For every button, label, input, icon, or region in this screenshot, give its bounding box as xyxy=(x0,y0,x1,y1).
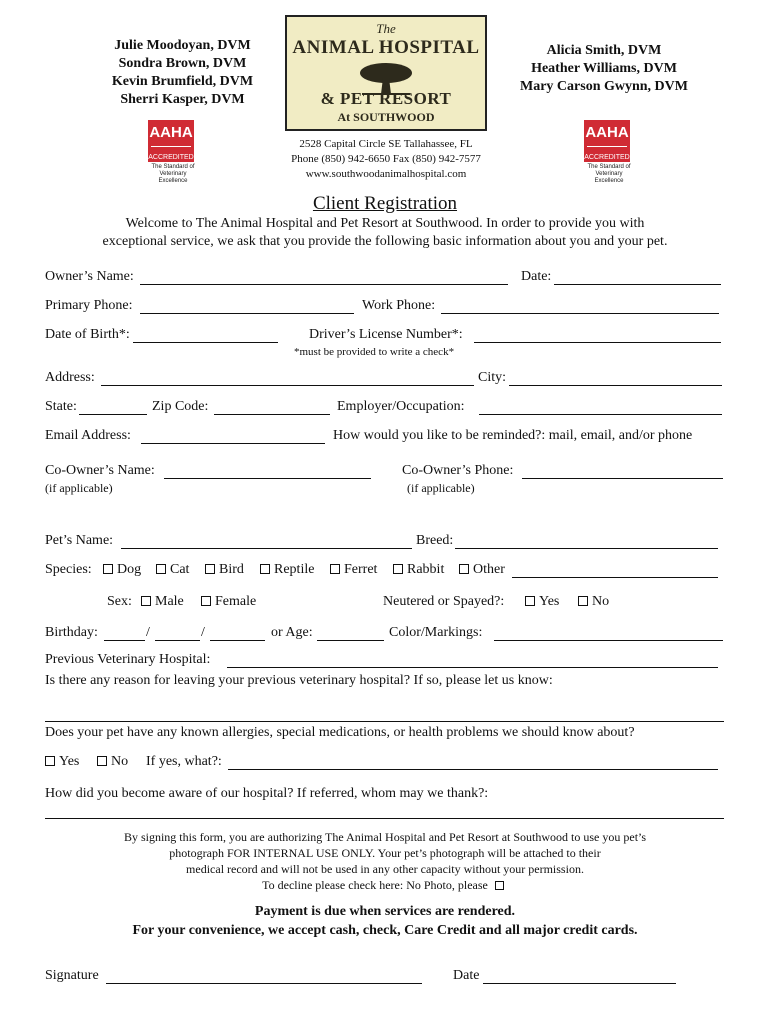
if-yes-field[interactable] xyxy=(228,769,718,770)
no-photo-checkbox[interactable] xyxy=(495,881,504,890)
aware-label: How did you become aware of our hospital? If referred, whom may we thank?: xyxy=(45,786,489,801)
co-owner-phone-label: Co-Owner’s Phone: xyxy=(402,463,514,478)
color-markings-field[interactable] xyxy=(494,640,723,641)
species-bird-checkbox[interactable]: Bird xyxy=(205,562,244,578)
employer-label: Employer/Occupation: xyxy=(337,399,465,414)
checkbox-icon xyxy=(393,564,403,574)
email-field[interactable] xyxy=(141,443,325,444)
dob-field[interactable] xyxy=(133,342,278,343)
prev-hospital-field[interactable] xyxy=(227,667,718,668)
state-label: State: xyxy=(45,399,77,414)
logo-the: The xyxy=(376,21,396,36)
email-label: Email Address: xyxy=(45,428,131,443)
checkbox-icon xyxy=(45,756,55,766)
aaha-logo-right xyxy=(584,120,634,185)
aaha-standard: The Standard of Veterinary Excellence xyxy=(587,164,631,184)
city-field[interactable] xyxy=(509,385,722,386)
photo-consent-line-4 xyxy=(0,878,770,893)
photo-consent-line-2: photograph FOR INTERNAL USE ONLY. Your pet’s photograph will be attached to their xyxy=(169,846,601,860)
aware-field[interactable] xyxy=(45,818,724,819)
checkbox-icon xyxy=(459,564,469,574)
if-applicable-note: (if applicable) xyxy=(407,481,475,495)
aaha-logo-left xyxy=(148,120,198,185)
sex-female-checkbox[interactable]: Female xyxy=(201,594,256,610)
checkbox-icon xyxy=(156,564,166,574)
primary-phone-label: Primary Phone: xyxy=(45,298,133,313)
co-owner-name-label: Co-Owner’s Name: xyxy=(45,463,155,478)
photo-consent-line-3: medical record and will not be used in any other capacity without your permission. xyxy=(186,862,584,876)
address-field[interactable] xyxy=(101,385,474,386)
doctor-name: Sondra Brown, DVM xyxy=(118,56,247,71)
address-label: Address: xyxy=(45,370,95,385)
checkbox-icon xyxy=(260,564,270,574)
pet-name-label: Pet’s Name: xyxy=(45,533,114,548)
doctor-name: Mary Carson Gwynn, DVM xyxy=(520,79,688,94)
primary-phone-field[interactable] xyxy=(140,313,354,314)
birthday-label: Birthday: xyxy=(45,625,98,640)
doctor-name: Heather Williams, DVM xyxy=(531,61,677,76)
logo-line3: At SOUTHWOOD xyxy=(337,110,435,124)
aaha-mark: AAHA xyxy=(584,120,630,154)
hospital-phone: Phone (850) 942-6650 Fax (850) 942-7577 xyxy=(291,153,481,165)
owners-name-label: Owner’s Name: xyxy=(45,269,134,284)
checkbox-icon xyxy=(141,596,151,606)
birthday-month-field[interactable] xyxy=(104,640,145,641)
state-field[interactable] xyxy=(79,414,147,415)
owners-name-field[interactable] xyxy=(140,284,508,285)
if-yes-label: If yes, what?: xyxy=(146,754,222,769)
signature-date-label: Date xyxy=(453,968,480,983)
employer-field[interactable] xyxy=(479,414,722,415)
payment-line-1: Payment is due when services are rendered. xyxy=(254,904,516,919)
species-other-field[interactable] xyxy=(512,577,718,578)
color-markings-label: Color/Markings: xyxy=(389,625,483,640)
hospital-address: 2528 Capital Circle SE Tallahassee, FL xyxy=(299,138,473,150)
checkbox-icon xyxy=(201,596,211,606)
age-field[interactable] xyxy=(317,640,384,641)
neutered-yes-checkbox[interactable]: Yes xyxy=(525,594,559,610)
neutered-label: Neutered or Spayed?: xyxy=(383,594,505,609)
hospital-website: www.southwoodanimalhospital.com xyxy=(305,168,467,180)
doctor-name: Kevin Brumfield, DVM xyxy=(111,74,254,89)
hospital-contact xyxy=(255,137,517,182)
doctor-name: Sherri Kasper, DVM xyxy=(120,92,245,107)
pet-name-field[interactable] xyxy=(121,548,412,549)
sex-label: Sex: xyxy=(107,594,132,609)
logo-line1: ANIMAL HOSPITAL xyxy=(292,37,480,58)
allergies-yes-checkbox[interactable]: Yes xyxy=(45,754,79,770)
intro-line-2: exceptional service, we ask that you provide the following basic information about you and your pet. xyxy=(102,234,668,249)
drivers-license-label: Driver’s License Number*: xyxy=(309,327,463,342)
date-field[interactable] xyxy=(554,284,721,285)
checkbox-icon xyxy=(103,564,113,574)
signature-field[interactable] xyxy=(106,983,422,984)
intro-line-1: Welcome to The Animal Hospital and Pet Resort at Southwood. In order to provide you with xyxy=(125,216,645,231)
birthday-slash: / xyxy=(146,625,150,640)
date-label: Date: xyxy=(521,269,552,284)
no-photo-label: To decline please check here: No Photo, please xyxy=(262,878,488,892)
sex-male-checkbox[interactable]: Male xyxy=(141,594,184,610)
aaha-standard: The Standard of Veterinary Excellence xyxy=(151,164,195,184)
prev-hospital-label: Previous Veterinary Hospital: xyxy=(45,652,211,667)
signature-label: Signature xyxy=(45,968,99,983)
payment-line-2: For your convenience, we accept cash, check, Care Credit and all major credit cards. xyxy=(132,923,638,938)
checkbox-icon xyxy=(205,564,215,574)
city-label: City: xyxy=(478,370,507,385)
zip-label: Zip Code: xyxy=(152,399,209,414)
logo-line2: & PET RESORT xyxy=(320,89,452,108)
dob-label: Date of Birth*: xyxy=(45,327,130,342)
allergies-label: Does your pet have any known allergies, special medications, or health problems we should know about? xyxy=(45,725,635,740)
doctors-right xyxy=(505,42,703,96)
checkbox-icon xyxy=(330,564,340,574)
reason-leaving-label: Is there any reason for leaving your previous veterinary hospital? If so, please let us know: xyxy=(45,673,553,688)
species-label: Species: xyxy=(45,562,92,577)
breed-label: Breed: xyxy=(416,533,454,548)
aaha-mark: AAHA xyxy=(148,120,194,154)
remind-label: How would you like to be reminded?: mail, email, and/or phone xyxy=(333,428,693,443)
co-owner-name-field[interactable] xyxy=(164,478,371,479)
dl-note: *must be provided to write a check* xyxy=(294,346,455,358)
reason-leaving-field[interactable] xyxy=(45,721,724,722)
co-owner-phone-field[interactable] xyxy=(522,478,723,479)
drivers-license-field[interactable] xyxy=(474,342,721,343)
zip-field[interactable] xyxy=(214,414,330,415)
aaha-accredited: ACCREDITED xyxy=(148,154,194,161)
doctors-left xyxy=(100,37,265,109)
birthday-year-field[interactable] xyxy=(210,640,265,641)
checkbox-icon xyxy=(97,756,107,766)
birthday-slash: / xyxy=(201,625,205,640)
species-dog-checkbox[interactable]: Dog xyxy=(103,562,141,578)
age-label: or Age: xyxy=(271,625,313,640)
breed-field[interactable] xyxy=(455,548,718,549)
doctor-name: Julie Moodoyan, DVM xyxy=(114,38,251,53)
species-cat-checkbox[interactable]: Cat xyxy=(156,562,189,578)
hospital-logo xyxy=(285,15,487,131)
checkbox-icon xyxy=(578,596,588,606)
species-rabbit-checkbox[interactable]: Rabbit xyxy=(393,562,444,578)
aaha-accredited: ACCREDITED xyxy=(584,154,630,161)
species-other-checkbox[interactable]: Other xyxy=(459,562,505,578)
work-phone-label: Work Phone: xyxy=(362,298,436,313)
allergies-no-checkbox[interactable]: No xyxy=(97,754,128,770)
work-phone-field[interactable] xyxy=(441,313,719,314)
doctor-name: Alicia Smith, DVM xyxy=(546,43,662,58)
species-ferret-checkbox[interactable]: Ferret xyxy=(330,562,377,578)
checkbox-icon xyxy=(525,596,535,606)
photo-consent-line-1: By signing this form, you are authorizing The Animal Hospital and Pet Resort at Southwood to use you pet’s xyxy=(123,830,647,844)
neutered-no-checkbox[interactable]: No xyxy=(578,594,609,610)
if-applicable-note: (if applicable) xyxy=(45,481,113,495)
species-reptile-checkbox[interactable]: Reptile xyxy=(260,562,314,578)
birthday-day-field[interactable] xyxy=(155,640,200,641)
page-title: Client Registration xyxy=(312,193,458,214)
signature-date-field[interactable] xyxy=(483,983,676,984)
